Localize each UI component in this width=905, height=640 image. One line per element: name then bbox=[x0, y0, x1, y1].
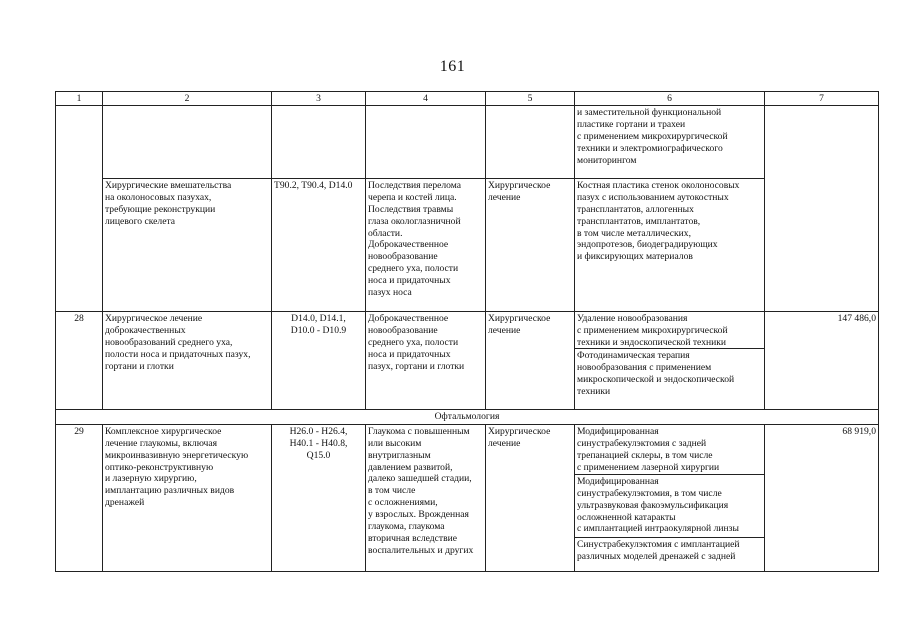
method-line: трепанацией склеры, в том числе bbox=[577, 449, 713, 461]
method-line: Костная пластика стенок околоносовых bbox=[577, 179, 740, 191]
method-line: мониторингом bbox=[577, 154, 637, 166]
method-line: с имплантацией интраокулярной линзы bbox=[577, 523, 739, 535]
codes-line: Q15.0 bbox=[306, 449, 331, 461]
codes-cell bbox=[272, 424, 366, 571]
treatment-line: Хирургическое bbox=[488, 179, 551, 191]
model-line: среднего уха, полости bbox=[368, 263, 459, 275]
model-line: Доброкачественное bbox=[368, 239, 449, 251]
method-cell bbox=[575, 424, 765, 571]
codes-line: D14.0, D14.1, bbox=[291, 312, 346, 324]
model-line: носа и придаточных bbox=[368, 275, 451, 287]
model-line: Доброкачественное bbox=[368, 312, 449, 324]
name-cell bbox=[103, 178, 272, 311]
name-line: микроинвазивную энергетическую bbox=[105, 449, 249, 461]
codes-cell bbox=[272, 178, 366, 311]
name-line: на околоносовых пазухах, bbox=[105, 191, 212, 203]
treatment-line: лечение bbox=[488, 191, 521, 203]
codes-cell bbox=[272, 311, 366, 409]
method-line: трансплантатов, аллогенных bbox=[577, 203, 694, 215]
cost-cell bbox=[765, 105, 879, 311]
row-num-cell: 29 bbox=[56, 424, 103, 571]
method-line: ультразвуковая факоэмульсификация bbox=[577, 499, 729, 511]
model-line: Последствия перелома bbox=[368, 179, 462, 191]
section-row bbox=[56, 409, 879, 424]
model-line: давлением развитой, bbox=[368, 461, 453, 473]
name-cell bbox=[103, 424, 272, 571]
name-line: новообразований среднего уха, bbox=[105, 336, 233, 348]
method-line: трансплантатов, имплантатов, bbox=[577, 215, 701, 227]
method-line: Фотодинамическая терапия bbox=[577, 349, 690, 361]
model-line: пазух, гортани и глотки bbox=[368, 360, 465, 372]
name-line: Хирургическое лечение bbox=[105, 312, 203, 324]
method-line: Модифицированная bbox=[577, 425, 659, 437]
name-line: гортани и глотки bbox=[105, 360, 174, 372]
row-num-cell: 28 bbox=[56, 311, 103, 409]
name-line: Комплексное хирургическое bbox=[105, 425, 222, 437]
model-line: далеко зашедшей стадии, bbox=[368, 473, 472, 485]
procedures-table bbox=[55, 91, 879, 572]
codes-line: D10.0 - D10.9 bbox=[290, 324, 347, 336]
method-cell bbox=[575, 105, 765, 178]
treatment-line: лечение bbox=[488, 324, 521, 336]
treatment-line: лечение bbox=[488, 437, 521, 449]
model-cell bbox=[366, 311, 486, 409]
model-cell bbox=[366, 178, 486, 311]
method-line: Удаление новообразования bbox=[577, 312, 688, 324]
name-line: доброкачественных bbox=[105, 324, 186, 336]
method-line: пазух с использованием аутокостных bbox=[577, 191, 729, 203]
model-line: новообразование bbox=[368, 324, 438, 336]
continuation-row bbox=[56, 105, 879, 178]
method-block-1 bbox=[575, 425, 764, 474]
header-col-4: 4 bbox=[366, 92, 486, 106]
row-28 bbox=[56, 311, 879, 409]
cost-cell: 68 919,0 bbox=[765, 424, 879, 571]
method-block-3 bbox=[575, 537, 764, 564]
name-line: дренажей bbox=[105, 497, 145, 509]
model-line: внутриглазным bbox=[368, 449, 431, 461]
method-line: в том числе металлических, bbox=[577, 227, 692, 239]
method-line: синустрабекулэктомия, в том числе bbox=[577, 487, 722, 499]
method-line: с применением лазерной хирургии bbox=[577, 461, 720, 473]
model-line: Глаукома с повышенным bbox=[368, 425, 470, 437]
name-line: имплантацию различных видов bbox=[105, 485, 235, 497]
codes-line: H40.1 - H40.8, bbox=[289, 437, 348, 449]
name-line: и лазерную хирургию, bbox=[105, 473, 197, 485]
name-line: лицевого скелета bbox=[105, 215, 176, 227]
treatment-line: Хирургическое bbox=[488, 312, 551, 324]
method-block-1 bbox=[575, 312, 764, 348]
model-line: воспалительных и других bbox=[368, 544, 474, 556]
method-block-2 bbox=[575, 474, 764, 537]
name-cell bbox=[103, 105, 272, 178]
method-line: синустрабекулэктомия с задней bbox=[577, 437, 707, 449]
codes-cell bbox=[272, 105, 366, 178]
cost-cell: 147 486,0 bbox=[765, 311, 879, 409]
model-cell bbox=[366, 105, 486, 178]
name-line: требующие реконструкции bbox=[105, 203, 216, 215]
method-cell bbox=[575, 178, 765, 311]
method-line: Синустрабекулэктомия с имплантацией bbox=[577, 538, 740, 550]
header-col-1: 1 bbox=[56, 92, 103, 106]
name-line: Хирургические вмешательства bbox=[105, 179, 232, 191]
model-line: носа и придаточных bbox=[368, 348, 451, 360]
header-col-6: 6 bbox=[575, 92, 765, 106]
method-line: и фиксирующих материалов bbox=[577, 251, 693, 263]
row-29 bbox=[56, 424, 879, 571]
method-line: техники и электромиографического bbox=[577, 142, 723, 154]
method-block-2 bbox=[575, 348, 764, 399]
method-line: Модифицированная bbox=[577, 475, 659, 487]
header-row bbox=[56, 92, 879, 106]
model-line: в том числе bbox=[368, 485, 416, 497]
model-line: черепа и костей лица. bbox=[368, 191, 457, 203]
model-line: глаза окологлазничной bbox=[368, 215, 461, 227]
method-line: техники и эндоскопической техники bbox=[577, 336, 727, 348]
name-line: полости носа и придаточных пазух, bbox=[105, 348, 251, 360]
method-line: эндопротезов, биодеградирующих bbox=[577, 239, 718, 251]
method-line: техники bbox=[577, 385, 611, 397]
header-col-7: 7 bbox=[765, 92, 879, 106]
row-num-cell bbox=[56, 105, 103, 311]
model-line: глаукома, глаукома bbox=[368, 521, 445, 533]
model-line: области. bbox=[368, 227, 403, 239]
model-cell bbox=[366, 424, 486, 571]
model-line: вторичная вследствие bbox=[368, 532, 458, 544]
header-col-2: 2 bbox=[103, 92, 272, 106]
page-number: 161 bbox=[439, 58, 466, 75]
method-line: с применением микрохирургической bbox=[577, 324, 728, 336]
treatment-cell bbox=[486, 178, 575, 311]
name-cell bbox=[103, 311, 272, 409]
model-line: пазух носа bbox=[368, 287, 412, 299]
codes-line: T90.2, T90.4, D14.0 bbox=[274, 179, 353, 191]
model-line: или высоким bbox=[368, 437, 422, 449]
method-line: новообразования с применением bbox=[577, 361, 712, 373]
model-line: Последствия травмы bbox=[368, 203, 454, 215]
method-cell bbox=[575, 311, 765, 409]
treatment-cell bbox=[486, 424, 575, 571]
header-col-3: 3 bbox=[272, 92, 366, 106]
sinus-surgery-row bbox=[56, 178, 879, 311]
method-line: и заместительной функциональной bbox=[577, 106, 722, 118]
method-line: осложненной катаракты bbox=[577, 511, 676, 523]
treatment-cell bbox=[486, 311, 575, 409]
method-line: с применением микрохирургической bbox=[577, 130, 728, 142]
header-col-5: 5 bbox=[486, 92, 575, 106]
model-line: среднего уха, полости bbox=[368, 336, 459, 348]
section-title: Офтальмология bbox=[56, 409, 879, 424]
method-line: пластике гортани и трахеи bbox=[577, 118, 686, 130]
name-line: оптико-реконструктивную bbox=[105, 461, 214, 473]
model-line: с осложнениями, bbox=[368, 497, 438, 509]
method-line: микроскопической и эндоскопической bbox=[577, 373, 735, 385]
model-line: у взрослых. Врожденная bbox=[368, 509, 469, 521]
method-line: различных моделей дренажей с задней bbox=[577, 550, 736, 562]
treatment-cell bbox=[486, 105, 575, 178]
codes-line: H26.0 - H26.4, bbox=[289, 425, 348, 437]
model-line: новообразование bbox=[368, 251, 438, 263]
treatment-line: Хирургическое bbox=[488, 425, 551, 437]
name-line: лечение глаукомы, включая bbox=[105, 437, 217, 449]
